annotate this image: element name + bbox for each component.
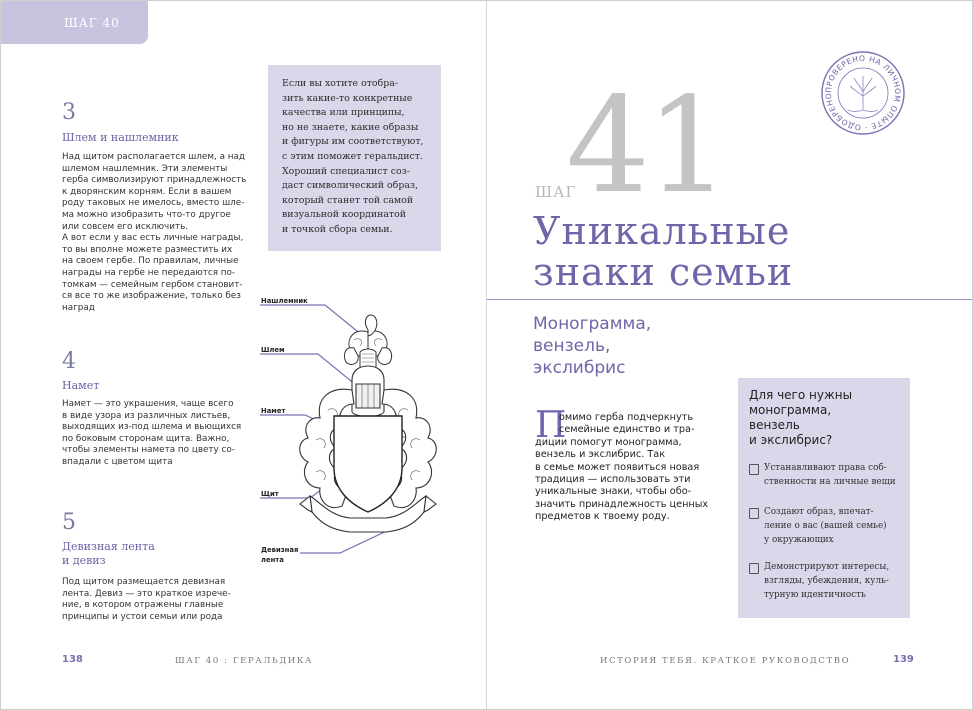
section-text-5: Под щитом размещается девизная лента. Девиз — это краткое изрече- ние, в котором отражены главные принципы и устои семьи или рода	[62, 577, 231, 622]
chapter-title-line-2: знаки семьи	[533, 250, 794, 294]
label-shield: Щит	[261, 490, 279, 498]
section-number-5: 5	[62, 510, 76, 535]
running-head-left: ШАГ 40 : ГЕРАЛЬДИКА	[175, 656, 314, 666]
section-title-3: Шлем и нашлемник	[62, 131, 179, 144]
section-number-3: 3	[62, 100, 76, 125]
section-text-3: Над щитом располагается шлем, а над шлемом нашлемник. Эти элементы герба символизируют принадлежность к дворянским корням. Если в вашем роду таковых не имелось, вместо шле- ма можно изобразить что-то другое или совсем его исключить. А вот если у вас есть личные награды, то вы вполне можете разместить их на своем гербе. По правилам, личные награды на гербе не передаются по- томкам — семейным гербом становит- ся все то же изображение, только без наград	[62, 152, 247, 313]
left-page	[0, 0, 486, 710]
coat-of-arms-diagram	[250, 290, 485, 580]
checkbox-icon	[749, 464, 759, 475]
purpose-box: Для чего нужны монограмма, вензель и экслибрис? Устанавливают права соб- ственности на личные вещи Создают образ, впечат- ление о вас (вашей семье) у окружающих Демонстрируют интересы, взгляды, убеждения, куль- турную идентичность	[738, 378, 910, 618]
heraldist-callout	[268, 65, 441, 251]
section-title-5: Девизная лента и девиз	[62, 540, 155, 567]
purpose-box-title: Для чего нужны монограмма, вензель и экслибрис?	[749, 388, 853, 447]
section-text-4: Намет — это украшения, чаще всего в виде узора из различных листьев, выходящих из-под шлема и вьющихся по боковым сторонам щита. Важно, чтобы элементы намета по цвету со- впадали с цветом щита	[62, 399, 242, 467]
stamp-text: ПРОВЕРЕНО НА ЛИЧНОМ ОПЫТЕ · ОДОБРЕНО	[823, 53, 903, 133]
label-crest: Нашлемник	[261, 297, 308, 305]
step-tab	[0, 0, 148, 44]
page-number-right: 139	[893, 654, 914, 665]
label-mantling: Намет	[261, 407, 286, 415]
approved-stamp-icon	[820, 50, 906, 136]
callout-text: Если вы хотите отобра- зить какие-то конкретные качества или принципы, но не знаете, какие образы и фигуры им соответствуют, с этим поможет геральдист. Хороший специалист соз- даст символический образ, который станет той самой визуальной координатой и точкой сбора семьи.	[282, 78, 424, 235]
chapter-subtitle: Монограмма, вензель, экслибрис	[533, 314, 652, 378]
chapter-title-line-1: Уникальные	[533, 209, 791, 253]
page-number-left: 138	[62, 654, 83, 665]
step-tab-label: ШАГ 40	[64, 16, 120, 30]
running-head-right: ИСТОРИЯ ТЕБЯ. КРАТКОЕ РУКОВОДСТВО	[600, 656, 851, 666]
label-ribbon: Девизная лента	[261, 546, 299, 564]
right-page	[487, 0, 973, 710]
lead-paragraph: омимо герба подчеркнуть семейные единство и тра- диции помогут монограмма, вензель и экслибрис. Так в семье может появиться новая традиция — использовать эти уникальные знаки, чтобы обо- значить принадлежность ценных предметов к твоему роду.	[535, 412, 709, 523]
section-title-4: Намет	[62, 379, 100, 392]
checkbox-icon	[749, 563, 759, 574]
step-word: ШАГ	[535, 183, 577, 201]
checkbox-icon	[749, 508, 759, 519]
section-number-4: 4	[62, 349, 76, 374]
step-number-large: 41	[566, 69, 726, 223]
title-divider	[487, 299, 973, 300]
label-helmet: Шлем	[261, 346, 285, 354]
drop-cap: П	[535, 405, 567, 446]
